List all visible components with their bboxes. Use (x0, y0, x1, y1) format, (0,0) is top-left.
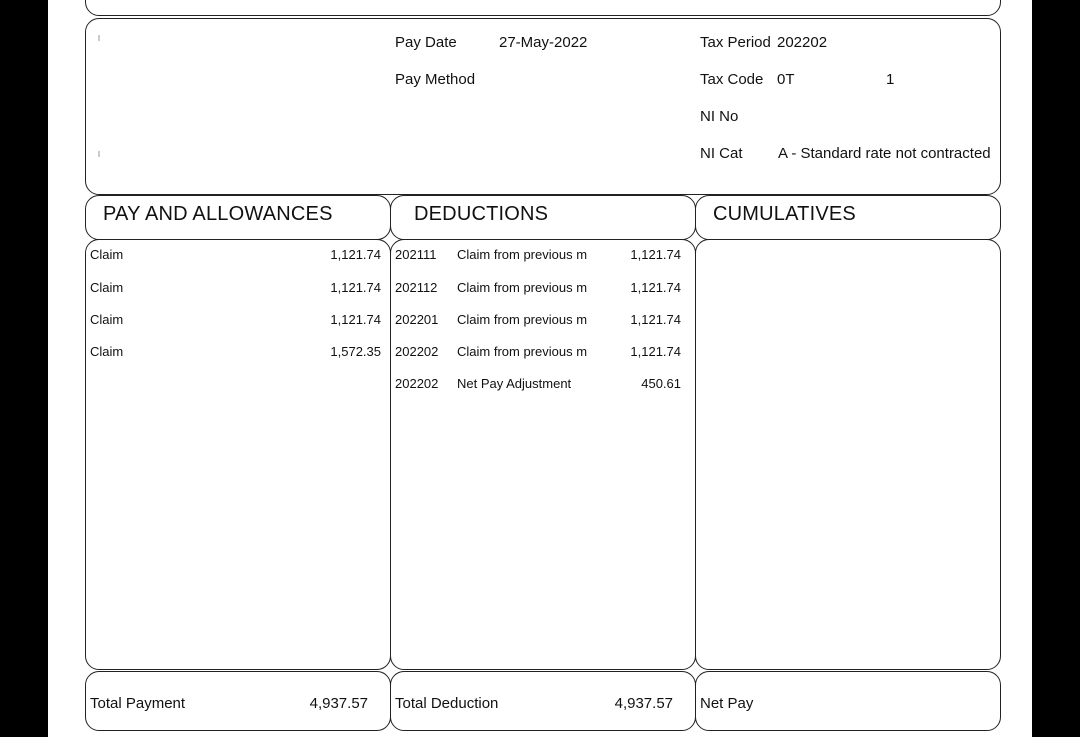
total-deduction-value: 4,937.57 (614, 695, 673, 712)
deduction-description: Net Pay Adjustment (457, 376, 572, 391)
total-payment-label: Total Payment (90, 695, 186, 712)
ni-cat-label: NI Cat (700, 145, 743, 162)
net-pay-box (695, 671, 1001, 731)
deduction-description: Claim from previous m (457, 344, 588, 359)
deductions-header (390, 195, 696, 240)
deduction-description: Claim from previous m (457, 312, 588, 327)
top-partial-box (85, 0, 1001, 16)
deduction-period: 202201 (395, 312, 439, 327)
tax-code-extra: 1 (886, 71, 895, 88)
pay-item-label: Claim (90, 280, 124, 295)
tax-code-value: 0T (777, 71, 795, 88)
pay-item-label: Claim (90, 312, 124, 327)
ni-cat-value: A - Standard rate not contracted (778, 145, 991, 162)
ni-no-label: NI No (700, 108, 739, 125)
deduction-period: 202202 (395, 376, 439, 391)
payslip-page (48, 0, 1032, 737)
cumulatives-header (695, 195, 1001, 240)
pay-method-label: Pay Method (395, 71, 476, 88)
deductions-title: DEDUCTIONS (414, 203, 549, 225)
redacted-mark (98, 151, 100, 157)
cumulatives-body (695, 239, 1001, 670)
total-payment-value: 4,937.57 (309, 695, 368, 712)
deduction-period: 202111 (395, 247, 437, 262)
pay-date-label: Pay Date (395, 34, 457, 51)
cumulatives-title: CUMULATIVES (713, 203, 856, 225)
net-pay-label: Net Pay (700, 695, 754, 712)
tax-period-value: 202202 (777, 34, 828, 51)
pay-date-value: 27-May-2022 (499, 34, 588, 51)
pay-item-label: Claim (90, 344, 124, 359)
tax-code-label: Tax Code (700, 71, 764, 88)
pay-item-amount: 1,572.35 (330, 344, 381, 359)
deduction-description: Claim from previous m (457, 280, 588, 295)
pay-item-amount: 1,121.74 (330, 312, 381, 327)
total-deduction-box (390, 671, 696, 731)
pay-allowances-body (85, 239, 391, 670)
deduction-period: 202112 (395, 280, 438, 295)
deduction-period: 202202 (395, 344, 439, 359)
deduction-amount: 450.61 (641, 376, 681, 391)
deduction-amount: 1,121.74 (630, 312, 681, 327)
pay-allowances-title: PAY AND ALLOWANCES (103, 203, 333, 225)
pay-item-amount: 1,121.74 (330, 247, 381, 262)
total-payment-box (85, 671, 391, 731)
tax-period-label: Tax Period (700, 34, 771, 51)
deduction-description: Claim from previous m (457, 247, 588, 262)
deduction-amount: 1,121.74 (630, 247, 681, 262)
deduction-amount: 1,121.74 (630, 280, 681, 295)
pay-allowances-header (85, 195, 391, 240)
total-deduction-label: Total Deduction (395, 695, 499, 712)
redacted-mark (98, 35, 100, 41)
pay-item-label: Claim (90, 247, 124, 262)
deduction-amount: 1,121.74 (630, 344, 681, 359)
deductions-body (390, 239, 696, 670)
pay-item-amount: 1,121.74 (330, 280, 381, 295)
